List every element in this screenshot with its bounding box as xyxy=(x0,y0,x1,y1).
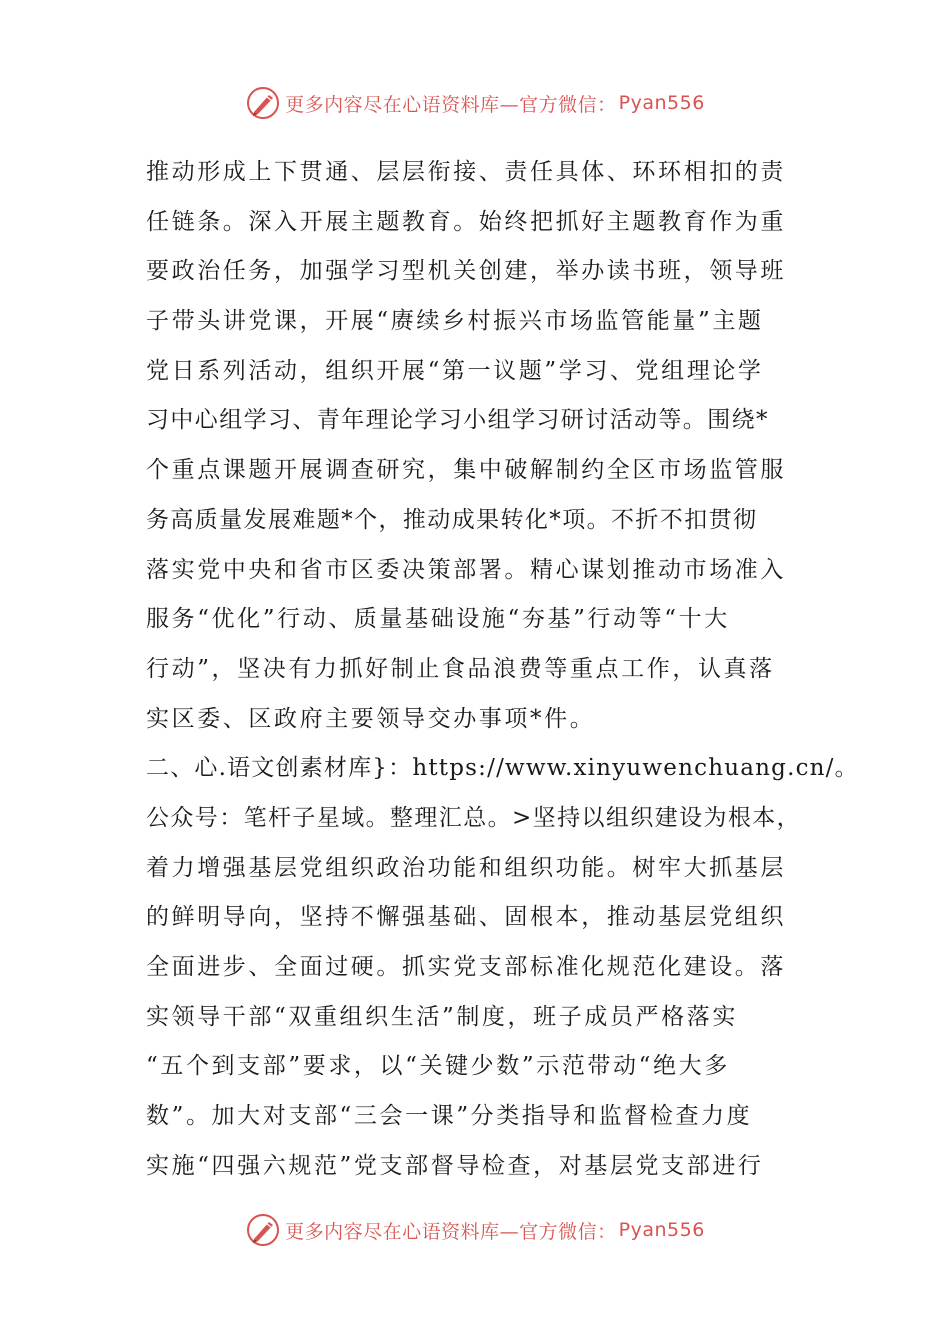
text-line: “五个到支部”要求，以“关键少数”示范带动“绝大多 xyxy=(146,1053,730,1080)
text-line: 任链条。深入开展主题教育。始终把抓好主题教育作为重 xyxy=(146,208,786,235)
text-line: 个重点课题开展调查研究，集中破解制约全区市场监管服 xyxy=(146,457,786,484)
text-line: 的鲜明导向，坚持不懈强基础、固根本，推动基层党组织 xyxy=(146,904,786,931)
header-banner-text: 更多内容尽在心语资料库—官方微信： xyxy=(285,93,617,116)
pen-logo-icon xyxy=(245,85,281,121)
text-line: 数”。加大对支部“三会一课”分类指导和监督检查力度 xyxy=(146,1103,753,1130)
text-line-url: 二、心.语文创素材库}：https://www.xinyuwenchuang.cn/。 xyxy=(146,755,859,782)
text-line: 务高质量发展难题*个，推动成果转化*项。不折不扣贯彻 xyxy=(146,506,758,533)
text-line: 党日系列活动，组织开展“第一议题”学习、党组理论学 xyxy=(146,357,764,384)
footer-banner xyxy=(0,1210,950,1250)
text-line: 行动”，坚决有力抓好制止食品浪费等重点工作，认真落 xyxy=(146,655,775,682)
footer-wechat-handle: Pyan556 xyxy=(618,1219,705,1241)
text-line: 习中心组学习、青年理论学习小组学习研讨活动等。围绕* xyxy=(146,407,769,434)
text-line: 实领导干部“双重组织生活”制度，班子成员严格落实 xyxy=(146,1003,738,1030)
text-line: 落实党中央和省市区委决策部署。精心谋划推动市场准入 xyxy=(146,556,786,583)
text-line: 公众号：笔杆子星域。整理汇总。>坚持以组织建设为根本， xyxy=(146,804,802,831)
text-line: 要政治任务，加强学习型机关创建，举办读书班，领导班 xyxy=(146,258,786,285)
text-line: 全面进步、全面过硬。抓实党支部标准化规范化建设。落 xyxy=(146,954,786,980)
pen-logo-icon xyxy=(245,1212,281,1248)
footer-banner-text: 更多内容尽在心语资料库—官方微信： xyxy=(285,1220,617,1243)
text-line: 子带头讲党课，开展“赓续乡村振兴市场监管能量”主题 xyxy=(146,308,764,335)
document-body xyxy=(146,148,859,1191)
text-line: 实区委、区政府主要领导交办事项*件。 xyxy=(146,705,596,732)
text-line: 推动形成上下贯通、层层衔接、责任具体、环环相扣的责 xyxy=(146,159,786,185)
text-line: 服务“优化”行动、质量基础设施“夯基”行动等“十大 xyxy=(146,606,730,633)
header-wechat-handle: Pyan556 xyxy=(618,92,705,114)
header-banner xyxy=(0,83,950,123)
text-line: 着力增强基层党组织政治功能和组织功能。树牢大抓基层 xyxy=(146,854,786,881)
text-line: 实施“四强六规范”党支部督导检查，对基层党支部进行 xyxy=(146,1152,764,1179)
